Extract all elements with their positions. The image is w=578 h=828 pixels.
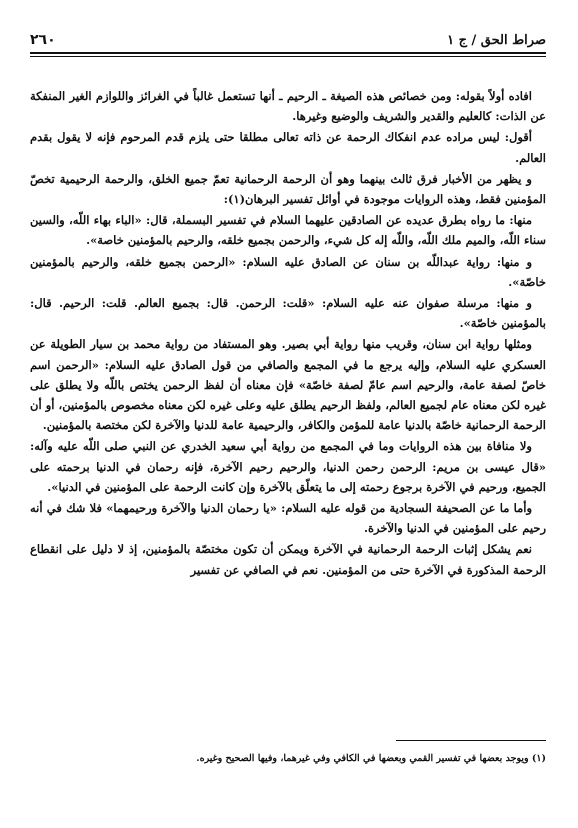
page-header [30, 22, 546, 48]
paragraph: و يظهر من الأخبار فرق ثالث بينهما وهو أن الرحمة الرحمانية تعمّ جميع الخلق، والرحمة الرحيمية تخصّ المؤمنين فقط، وهذه الروايات موجودة في أوائل تفسير البرهان(١): [30, 171, 546, 207]
paragraph: أقول: ليس مراده عدم انفكاك الرحمة عن ذاته تعالى مطلقا حتى يلزم قدم المرحوم فإنه لا يقول بقدم العالم. [30, 130, 546, 165]
paragraph: و منها: مرسلة صفوان عنه عليه السلام: «قلت: الرحمن. قال: بجميع العالم. قلت: الرحيم. قال: بالمؤمنين خاصّة». [30, 296, 546, 331]
paragraph: وأما ما عن الصحيفة السجادية من قوله عليه السلام: «يا رحمان الدنيا والآخرة ورحيمهما» فلا شك في أنه رحيم على المؤمنين في الدنيا والآخرة. [30, 501, 546, 536]
paragraph: ومثلها رواية ابن سنان، وقريب منها رواية أبي بصير. وهو المستفاد من رواية محمد بن سيار الطويلة عن العسكري عليه السلام، وإليه يرجع ما في المجمع والصافي من قول الصادق عليه السلام: «الرحمن اسم خاصّ لصفة عامة، والرحيم اسم عامّ لصفة خاصّة» فإن معناه أن لفظ الرحمن يختص باللّه ولا يطلق على غيره لكن معناه عام لجميع العالم، ولفظ الرحيم يطلق عليه وعلى غيره لكن معناه مخصوص بالمؤمنين، أو أن الرحمة الرحمانية خاصّة بالدنيا عامة للمؤمن والكافر، والرحيمية عامة للدنيا والآخرة لكن مختصة بالمؤمنين. [30, 337, 546, 433]
paragraph: منها: ما رواه بطرق عديده عن الصادقين عليهما السلام في تفسير البسملة، قال: «الباء بهاء اللّه، والسين سناء اللّه، والميم ملك اللّه، واللّه إله كل شيء، والرحمن بجميع خلقه، والرحيم بالمؤمنين خاصة». [30, 213, 546, 248]
footnote: (١) ويوجد بعضها في تفسير القمي وبعضها في الكافي وفي غيرهما، وفيها الصحيح وغيره. [196, 753, 546, 764]
running-title: صراط الحق / ج ١ [447, 33, 546, 48]
main-text [30, 86, 546, 581]
header-rule [30, 52, 546, 57]
paragraph: افاده أولاً بقوله: ومن خصائص هذه الصيغة ـ الرحيم ـ أنها تستعمل غالباً في الغرائز واللوازم الغير المنفكة عن الذات: كالعليم والقدير والشريف والوضيع وغيرها. [30, 89, 546, 124]
paragraph: نعم يشكل إثبات الرحمة الرحمانية في الآخرة ويمكن أن تكون مختصّة بالمؤمنين، إذ لا دليل على انقطاع الرحمة المذكورة في الآخرة حتى من المؤمنين. نعم في الصافي عن تفسير [30, 542, 546, 577]
page-number: ٢٦٠ [30, 32, 56, 48]
paragraph: و منها: رواية عبداللّه بن سنان عن الصادق عليه السلام: «الرحمن بجميع خلقه، والرحيم بالمؤمنين خاصّة». [30, 254, 546, 289]
paragraph: ولا منافاة بين هذه الروايات وما في المجمع من رواية أبي سعيد الخدري عن النبي صلى اللّه عليه وآله: «قال عيسى بن مريم: الرحمن رحمن الدنيا، والرحيم رحيم الآخرة، فإنه رحمان في الدنيا برحمته على الجميع، ورحيم في الآخرة برجوع رحمته إلى ما يتعلّق بالآخرة وإن كانت الرحمة على المؤمنين في الدنيا». [30, 439, 546, 494]
footnote-rule [396, 740, 546, 741]
